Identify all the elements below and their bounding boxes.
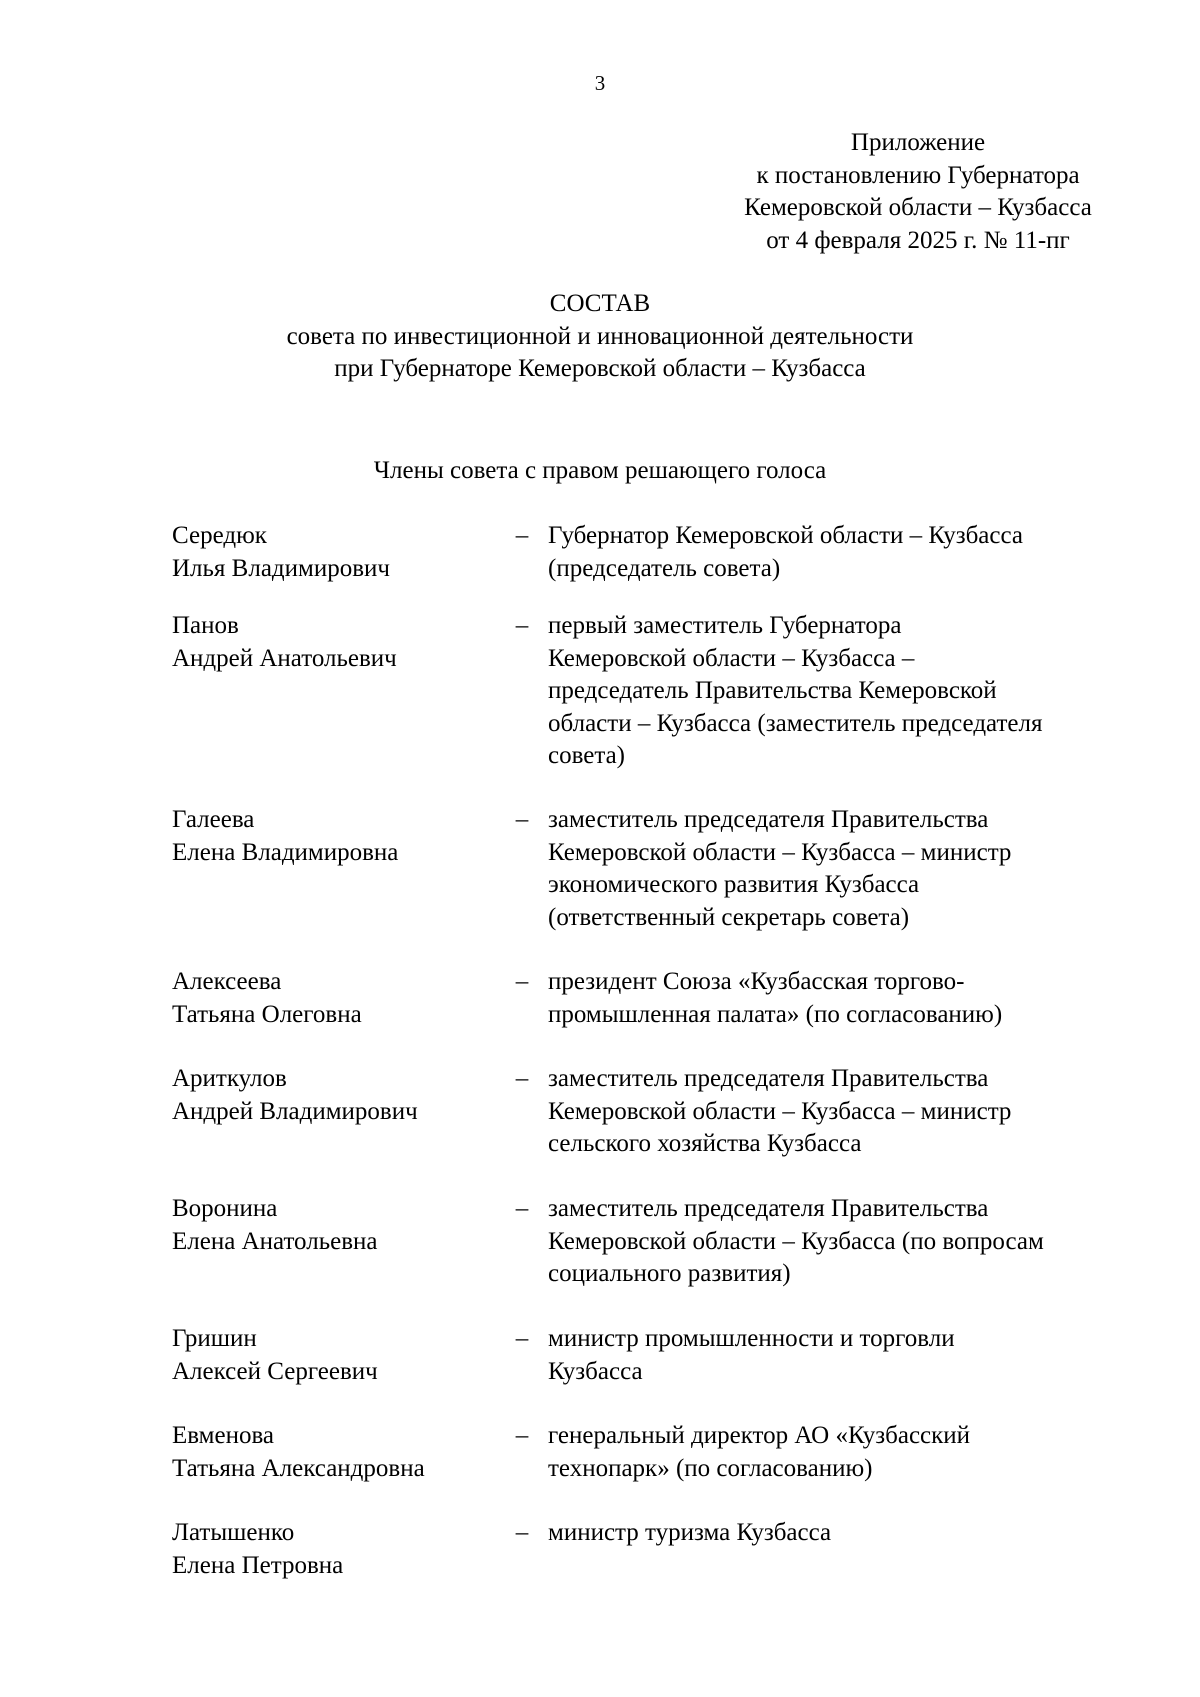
member-role-line: Кемеровской области – Кузбасса –: [548, 644, 915, 672]
member-role: [548, 520, 1148, 585]
member-role-line: первый заместитель Губернатора: [548, 612, 902, 639]
member-role-line: председатель Правительства Кемеровской: [548, 677, 997, 704]
member-role: [548, 966, 1148, 1031]
member-surname: Воронина: [172, 1195, 278, 1222]
member-role: [548, 1063, 1148, 1161]
member-given-names: Елена Анатольевна: [172, 1227, 378, 1255]
appendix-block: [700, 127, 1136, 257]
member-name: [172, 804, 472, 869]
member-row: [0, 520, 1200, 610]
member-role-line: совета): [548, 742, 626, 769]
member-dash: –: [515, 1065, 529, 1092]
member-row: [0, 1193, 1200, 1323]
member-name: [172, 1193, 472, 1258]
member-role-line: промышленная палата» (по согласованию): [548, 1000, 1003, 1028]
member-dash: –: [515, 1325, 529, 1352]
member-role: [548, 1193, 1148, 1291]
member-role: [548, 610, 1148, 773]
member-given-names: Елена Петровна: [172, 1551, 344, 1579]
member-name: [172, 1517, 472, 1582]
appendix-date-number: от 4 февраля 2025 г. № 11-пг: [766, 226, 1070, 254]
member-name: [172, 966, 472, 1031]
page-number: 3: [594, 71, 606, 95]
member-name: [172, 610, 472, 675]
member-given-names: Елена Владимировна: [172, 838, 399, 866]
document-subtitle-line1: совета по инвестиционной и инновационной деятельности: [286, 322, 914, 350]
member-name: [172, 1323, 472, 1388]
member-row: [0, 1063, 1200, 1193]
member-surname: Галеева: [172, 806, 255, 833]
member-given-names: Татьяна Олеговна: [172, 1000, 362, 1028]
member-surname: Латышенко: [172, 1519, 295, 1546]
member-given-names: Андрей Анатольевич: [172, 644, 397, 672]
document-title: СОСТАВ: [549, 290, 651, 317]
member-dash: –: [515, 806, 529, 833]
member-role-line: заместитель председателя Правительства: [548, 1065, 989, 1092]
appendix-reference: к постановлению Губернатора: [756, 161, 1080, 189]
member-given-names: Андрей Владимирович: [172, 1097, 418, 1125]
section-heading: Члены совета с правом решающего голоса: [373, 457, 827, 484]
member-role-line: заместитель председателя Правительства: [548, 1195, 989, 1222]
member-dash: –: [515, 968, 529, 995]
member-surname: Гришин: [172, 1325, 257, 1352]
member-role-line: технопарк» (по согласованию): [548, 1454, 873, 1482]
member-role: [548, 1420, 1148, 1485]
member-role-line: экономического развития Кузбасса: [548, 871, 920, 898]
member-role-line: Кузбасса: [548, 1357, 643, 1385]
member-dash: –: [515, 1195, 529, 1222]
member-role-line: области – Кузбасса (заместитель председателя: [548, 709, 1043, 737]
member-role-line: заместитель председателя Правительства: [548, 806, 989, 833]
member-given-names: Алексей Сергеевич: [172, 1357, 378, 1385]
member-role-line: Губернатор Кемеровской области – Кузбасса: [548, 522, 1023, 549]
document-subtitle-line2: при Губернаторе Кемеровской области – Кузбасса: [334, 355, 866, 382]
member-dash: –: [515, 1422, 529, 1449]
member-given-names: Илья Владимирович: [172, 554, 390, 582]
member-row: [0, 610, 1200, 804]
member-surname: Евменова: [172, 1422, 275, 1449]
member-row: [0, 966, 1200, 1063]
member-role-line: министр туризма Кузбасса: [548, 1519, 832, 1546]
member-row: [0, 804, 1200, 966]
member-surname: Алексеева: [172, 968, 282, 995]
member-dash: –: [515, 522, 529, 549]
member-name: [172, 1420, 472, 1485]
member-name: [172, 520, 472, 585]
member-role: [548, 804, 1148, 934]
document-title-block: [0, 288, 1200, 386]
member-role-line: Кемеровской области – Кузбасса (по вопросам: [548, 1227, 1044, 1255]
member-role: [548, 1517, 1148, 1550]
member-row: [0, 1420, 1200, 1517]
member-role-line: социального развития): [548, 1260, 791, 1287]
member-name: [172, 1063, 472, 1128]
member-role-line: (ответственный секретарь совета): [548, 903, 910, 931]
member-row: [0, 1517, 1200, 1587]
member-role-line: Кемеровской области – Кузбасса – министр: [548, 1097, 1012, 1125]
member-role-line: министр промышленности и торговли: [548, 1325, 955, 1352]
member-dash: –: [515, 1519, 529, 1546]
member-role-line: сельского хозяйства Кузбасса: [548, 1130, 862, 1157]
member-role-line: генеральный директор АО «Кузбасский: [548, 1422, 971, 1449]
member-surname: Ариткулов: [172, 1065, 287, 1092]
member-surname: Середюк: [172, 522, 267, 549]
member-dash: –: [515, 612, 529, 639]
member-given-names: Татьяна Александровна: [172, 1454, 425, 1482]
members-list: [0, 520, 1200, 1587]
member-row: [0, 1323, 1200, 1420]
appendix-label: Приложение: [850, 129, 986, 156]
member-role-line: президент Союза «Кузбасская торгово-: [548, 968, 965, 995]
member-surname: Панов: [172, 612, 239, 639]
member-role: [548, 1323, 1148, 1388]
appendix-region: Кемеровской области – Кузбасса: [744, 194, 1092, 221]
member-role-line: Кемеровской области – Кузбасса – министр: [548, 838, 1012, 866]
member-role-line: (председатель совета): [548, 554, 781, 582]
